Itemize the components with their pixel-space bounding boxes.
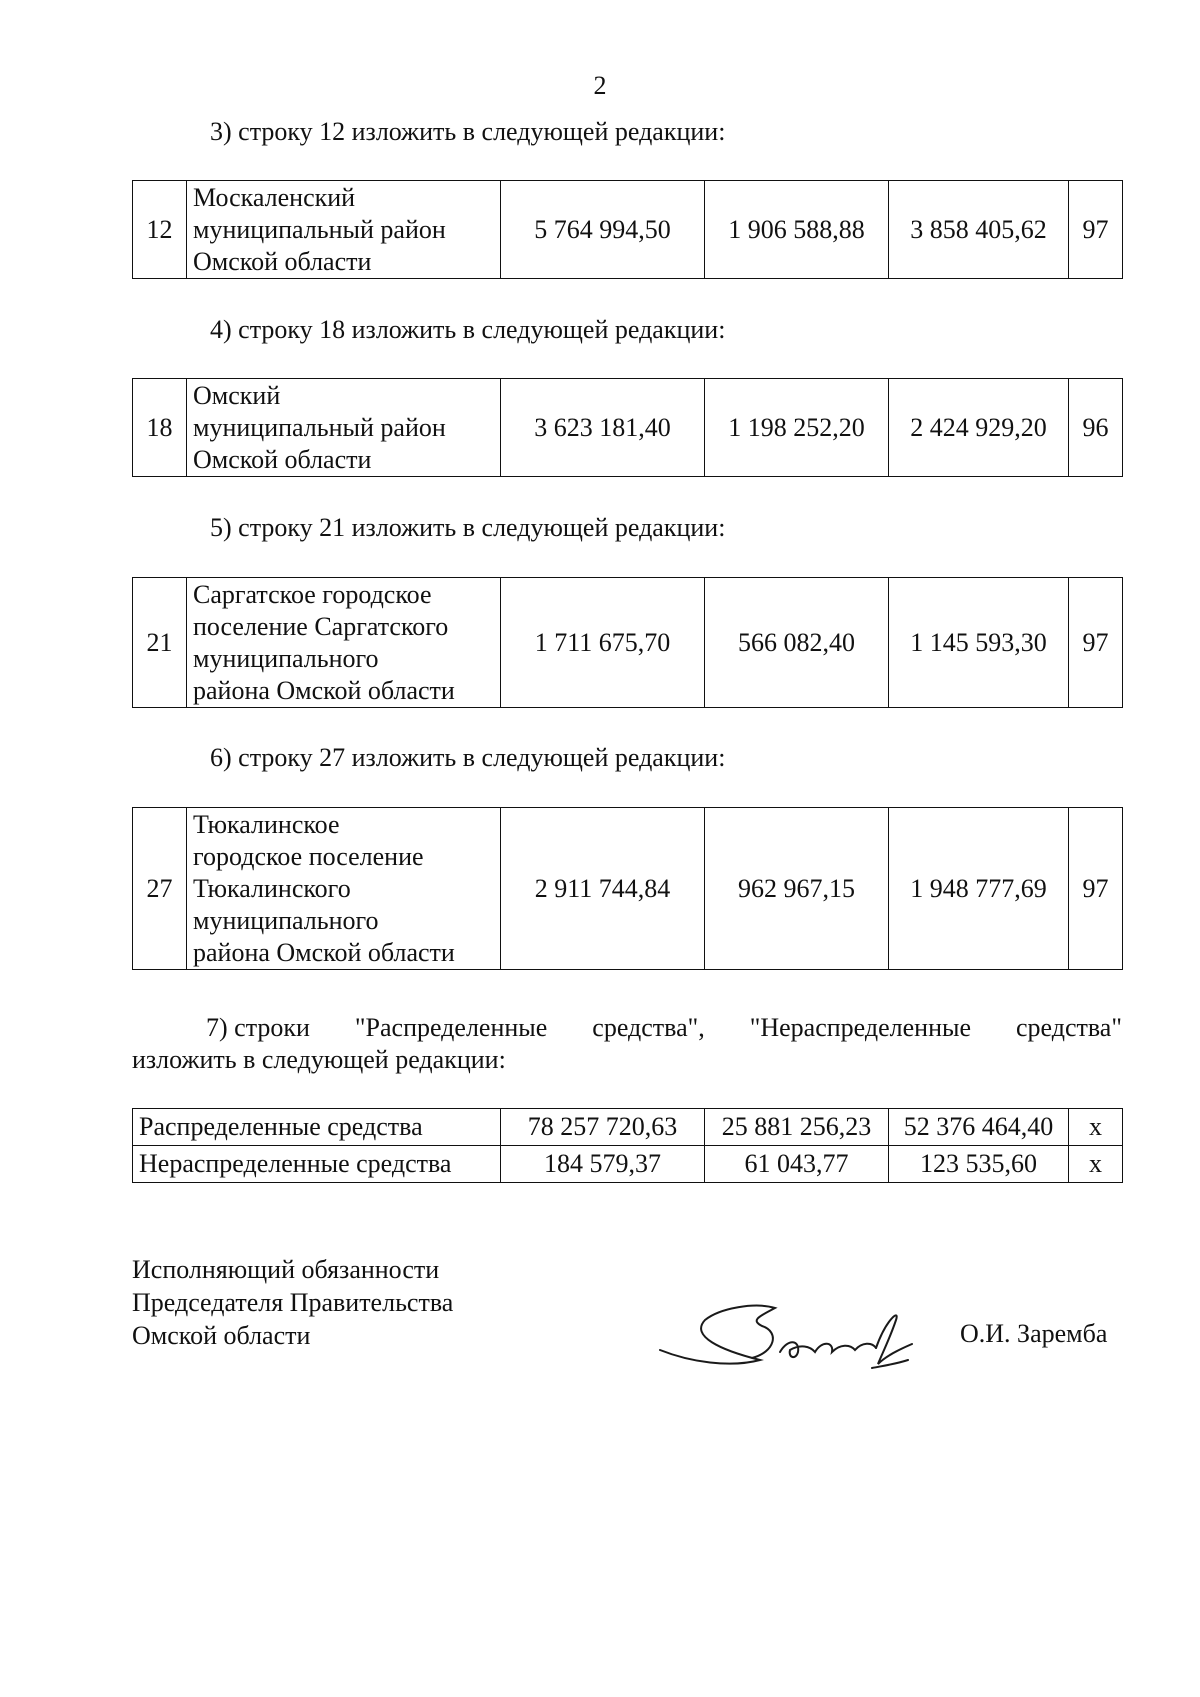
- row-name-line: района Омской области: [193, 937, 455, 967]
- row-name: [187, 808, 501, 970]
- totals-mark: x: [1069, 1109, 1123, 1146]
- table-row-27: [132, 807, 1123, 970]
- totals-value-3: 123 535,60: [889, 1146, 1069, 1183]
- row-value-total: 2 911 744,84: [501, 808, 705, 970]
- totals-row-name: Распределенные средства: [133, 1109, 501, 1146]
- row-number: 21: [133, 578, 187, 708]
- instruction-row-27: 6) строку 27 изложить в следующей редакции:: [210, 743, 726, 772]
- row-name-line: Москаленский: [193, 182, 356, 212]
- totals-value-1: 184 579,37: [501, 1146, 705, 1183]
- totals-row-name: Нераспределенные средства: [133, 1146, 501, 1183]
- row-value-2: 1 198 252,20: [705, 379, 889, 477]
- row-name-line: района Омской области: [193, 675, 455, 705]
- table-row: [133, 379, 1123, 477]
- instruction-row-12: 3) строку 12 изложить в следующей редакции:: [210, 117, 726, 146]
- signer-name: О.И. Заремба: [960, 1319, 1108, 1348]
- instruction-totals-line2: изложить в следующей редакции:: [132, 1045, 506, 1074]
- signer-title-line: Омской области: [132, 1321, 311, 1350]
- row-name-line: муниципального: [193, 643, 379, 673]
- signer-title: [132, 1253, 453, 1352]
- row-percent: 97: [1069, 808, 1123, 970]
- handwritten-signature: [650, 1290, 920, 1380]
- table-row-21: [132, 577, 1123, 708]
- row-value-2: 566 082,40: [705, 578, 889, 708]
- instruction-word: средства",: [592, 1013, 705, 1042]
- instruction-row-18: 4) строку 18 изложить в следующей редакции:: [210, 315, 726, 344]
- totals-table: [132, 1108, 1123, 1183]
- instruction-word: 7) строки: [206, 1013, 310, 1042]
- row-value-total: 3 623 181,40: [501, 379, 705, 477]
- row-name-line: Саргатское городское: [193, 579, 432, 609]
- row-number: 12: [133, 181, 187, 279]
- row-name-line: Тюкалинского: [193, 873, 351, 903]
- signer-title-line: Исполняющий обязанности: [132, 1255, 440, 1284]
- instruction-word: "Распределенные: [354, 1013, 548, 1042]
- row-name-line: муниципальный район: [193, 214, 446, 244]
- table-row: [133, 1146, 1123, 1183]
- row-name-line: Омский: [193, 380, 281, 410]
- row-value-3: 1 948 777,69: [889, 808, 1069, 970]
- page-number: 2: [593, 71, 607, 100]
- row-percent: 97: [1069, 578, 1123, 708]
- row-value-2: 962 967,15: [705, 808, 889, 970]
- totals-value-2: 61 043,77: [705, 1146, 889, 1183]
- row-value-3: 2 424 929,20: [889, 379, 1069, 477]
- row-name-line: муниципального: [193, 905, 379, 935]
- row-percent: 96: [1069, 379, 1123, 477]
- instruction-totals: [132, 1012, 1122, 1076]
- row-name-line: муниципальный район: [193, 412, 446, 442]
- instruction-word: "Нераспределенные: [749, 1013, 971, 1042]
- row-value-3: 1 145 593,30: [889, 578, 1069, 708]
- row-value-3: 3 858 405,62: [889, 181, 1069, 279]
- totals-mark: x: [1069, 1146, 1123, 1183]
- table-row-12: [132, 180, 1123, 279]
- row-value-2: 1 906 588,88: [705, 181, 889, 279]
- row-value-total: 1 711 675,70: [501, 578, 705, 708]
- row-name-line: поселение Саргатского: [193, 611, 449, 641]
- row-number: 18: [133, 379, 187, 477]
- table-row: [133, 578, 1123, 708]
- instruction-word: средства": [1015, 1013, 1122, 1042]
- signer-title-line: Председателя Правительства: [132, 1288, 454, 1317]
- table-row: [133, 181, 1123, 279]
- row-number: 27: [133, 808, 187, 970]
- instruction-row-21: 5) строку 21 изложить в следующей редакции:: [210, 513, 726, 542]
- totals-value-2: 25 881 256,23: [705, 1109, 889, 1146]
- row-value-total: 5 764 994,50: [501, 181, 705, 279]
- table-row: [133, 1109, 1123, 1146]
- row-name-line: Тюкалинское: [193, 809, 340, 839]
- instruction-totals-line1: [132, 1012, 1122, 1044]
- row-percent: 97: [1069, 181, 1123, 279]
- row-name: [187, 578, 501, 708]
- row-name-line: Омской области: [193, 246, 372, 276]
- table-row: [133, 808, 1123, 970]
- row-name: [187, 379, 501, 477]
- totals-value-3: 52 376 464,40: [889, 1109, 1069, 1146]
- row-name: [187, 181, 501, 279]
- row-name-line: городское поселение: [193, 841, 424, 871]
- row-name-line: Омской области: [193, 444, 372, 474]
- totals-value-1: 78 257 720,63: [501, 1109, 705, 1146]
- table-row-18: [132, 378, 1123, 477]
